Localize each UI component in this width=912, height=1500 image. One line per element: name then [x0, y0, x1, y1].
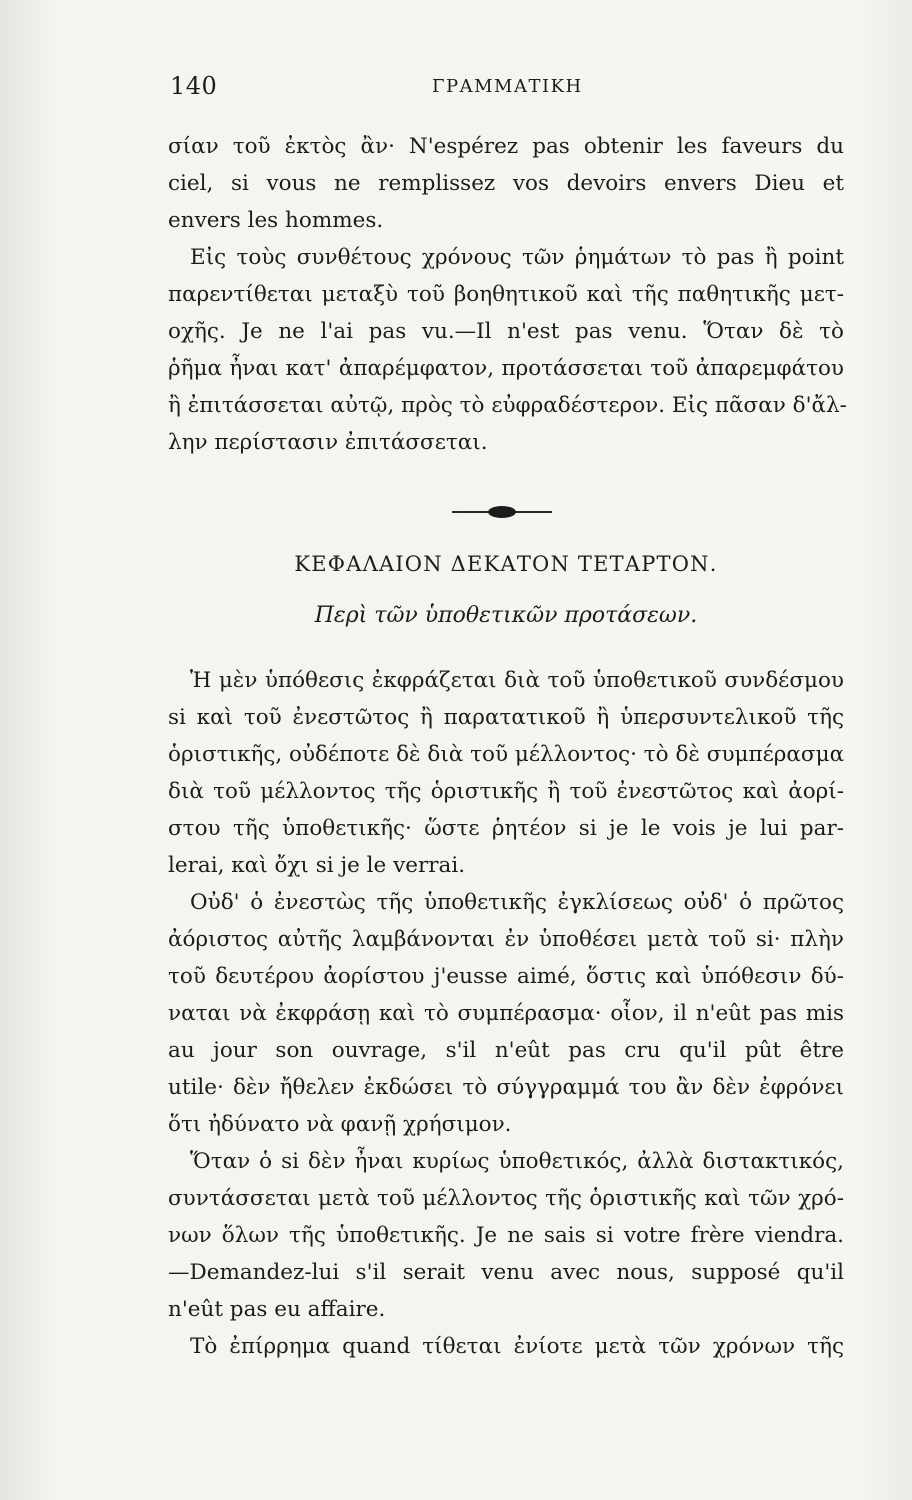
chapter-title: ΚΕΦΑΛΑΙΟΝ ΔΕΚΑΤΟΝ ΤΕΤΑΡΤΟΝ.: [294, 552, 718, 576]
text-line: νων ὅλων τῆς ὑποθετικῆς. Je ne sais si votre frère viendra.: [168, 1223, 844, 1248]
text-line: στου τῆς ὑποθετικῆς· ὥστε ῥητέον si je le vois je lui par-: [168, 816, 844, 841]
text-line: διὰ τοῦ μέλλοντος τῆς ὁριστικῆς ἢ τοῦ ἐνεστῶτος καὶ ἀορί-: [168, 779, 844, 804]
text-line: envers les hommes.: [168, 208, 384, 233]
text-line: ἀόριστος αὐτῆς λαμβάνονται ἐν ὑποθέσει μετὰ τοῦ si· πλὴν: [168, 927, 844, 952]
text-line: παρεντίθεται μεταξὺ τοῦ βοηθητικοῦ καὶ τῆς παθητικῆς μετ-: [168, 282, 844, 307]
text-line: λην περίστασιν ἐπιτάσσεται.: [168, 430, 488, 455]
section-divider-ornament: [452, 506, 552, 518]
page-number: 140: [170, 72, 218, 100]
chapter-subtitle: Περὶ τῶν ὑποθετικῶν προτάσεων.: [314, 603, 698, 628]
divider-knot: [488, 506, 516, 518]
text-line: ἢ ἐπιτάσσεται αὐτῷ, πρὸς τὸ εὐφραδέστερον. Εἰς πᾶσαν δ'ἄλ-: [168, 393, 847, 418]
text-line: Τὸ ἐπίρρημα quand τίθεται ἐνίοτε μετὰ τῶν χρόνων τῆς: [190, 1334, 844, 1359]
body-text-bottom: [168, 662, 844, 1365]
text-line: ciel, si vous ne remplissez vos devoirs envers Dieu et: [168, 171, 844, 196]
running-head: ΓΡΑΜΜΑΤΙΚΗ: [432, 76, 583, 97]
text-line: συντάσσεται μετὰ τοῦ μέλλοντος τῆς ὁριστικῆς καὶ τῶν χρό-: [168, 1186, 844, 1211]
text-line: utile· δὲν ἤθελεν ἐκδώσει τὸ σύγγραμμά του ἂν δὲν ἐφρόνει: [168, 1075, 844, 1100]
text-line: Ὅταν ὁ si δὲν ἦναι κυρίως ὑποθετικός, ἀλλὰ διστακτικός,: [190, 1149, 844, 1174]
text-line: ναται νὰ ἐκφράσῃ καὶ τὸ συμπέρασμα· οἷον, il n'eût pas mis: [168, 1001, 844, 1026]
text-line: —Demandez-lui s'il serait venu avec nous, supposé qu'il: [168, 1260, 844, 1285]
text-line: ῥῆμα ἦναι κατ' ἀπαρέμφατον, προτάσσεται τοῦ ἀπαρεμφάτου: [168, 356, 844, 381]
page-header: [170, 72, 850, 108]
text-line: Οὐδ' ὁ ἐνεστὼς τῆς ὑποθετικῆς ἐγκλίσεως οὐδ' ὁ πρῶτος: [190, 890, 844, 915]
text-line: lerai, καὶ ὄχι si je le verrai.: [168, 853, 466, 878]
text-line: τοῦ δευτέρου ἀορίστου j'eusse aimé, ὅστις καὶ ὑπόθεσιν δύ-: [168, 964, 844, 989]
text-line: n'eût pas eu affaire.: [168, 1297, 386, 1322]
text-line: σίαν τοῦ ἐκτὸς ἂν· N'espérez pas obtenir les faveurs du: [168, 134, 844, 159]
text-line: Εἰς τοὺς συνθέτους χρόνους τῶν ῥημάτων τὸ pas ἢ point: [190, 245, 844, 270]
text-line: οχῆς. Je ne l'ai pas vu.—Il n'est pas venu. Ὅταν δὲ τὸ: [168, 319, 844, 344]
text-line: au jour son ouvrage, s'il n'eût pas cru qu'il pût être: [168, 1038, 844, 1063]
text-line: si καὶ τοῦ ἐνεστῶτος ἢ παρατατικοῦ ἢ ὑπερσυντελικοῦ τῆς: [168, 705, 844, 730]
text-line: Ἡ μὲν ὑπόθεσις ἐκφράζεται διὰ τοῦ ὑποθετικοῦ συνδέσμου: [190, 668, 844, 693]
body-text-top: [168, 128, 847, 461]
text-line: ὁριστικῆς, οὐδέποτε δὲ διὰ τοῦ μέλλοντος· τὸ δὲ συμπέρασμα: [168, 742, 845, 767]
text-line: ὅτι ἠδύνατο νὰ φανῇ χρήσιμον.: [168, 1112, 512, 1137]
